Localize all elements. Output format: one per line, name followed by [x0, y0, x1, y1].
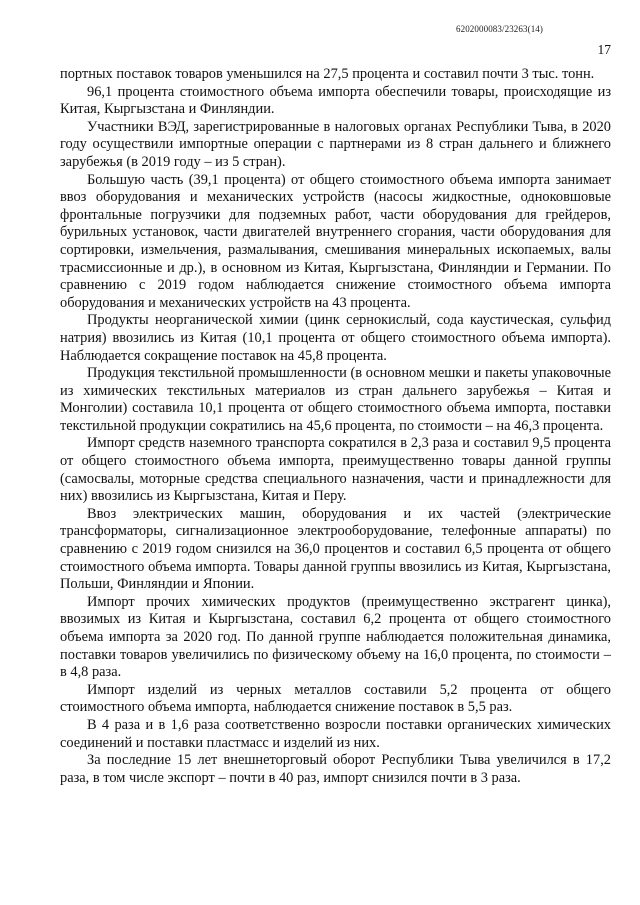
paragraph-other-chemicals: Импорт прочих химических продуктов (преимущественно экстрагент цинка), ввозимых из Китая и Кыргызстана, составил 6,2 процента от общего стоимостного объема импорта за 2020 год. По данной группе наблюдается положительная динамика, поставки товаров увеличились по физическому объему на 16,0 процента, по стоимости – в 4,8 раза. [60, 593, 611, 681]
paragraph-equipment-import: Большую часть (39,1 процента) от общего стоимостного объема импорта занимает ввоз оборудования и механических устройств (насосы жидкостные, одноковшовые фронтальные погрузчики для подземных работ, части оборудования для грейдеров, бурильных установок, части двигателей внутреннего сгорания, части оборудования для сортировки, измельчения, размалывания, смешивания минеральных ископаемых, валы трасмиссионные и др.), в основном из Китая, Кыргызстана, Финляндии и Германии. По сравнению с 2019 годом наблюдается снижение стоимостного объема импорта оборудования и механических устройств на 43 процента. [60, 171, 611, 311]
page-number: 17 [597, 42, 611, 57]
paragraph-textile-products: Продукция текстильной промышленности (в основном мешки и пакеты упаковочные из химических текстильных материалов из стран дальнего зарубежья – Китая и Монголии) составила 10,1 процента от общего стоимостного объема импорта, поставки текстильной продукции сократились на 45,6 процента, по стоимости – на 46,3 процента. [60, 365, 611, 434]
document-code: 6202000083/23263(14) [456, 24, 543, 34]
document-body [60, 66, 611, 787]
paragraph-trade-turnover-15-years: За последние 15 лет внешнеторговый оборот Республики Тыва увеличился в 17,2 раза, в том числе экспорт – почти в 40 раз, импорт снизился почти в 3 раза. [60, 752, 611, 786]
paragraph-ved-participants: Участники ВЭД, зарегистрированные в налоговых органах Республики Тыва, в 2020 году осуществили импортные операции с партнерами из 8 стран дальнего и ближнего зарубежья (в 2019 году – из 5 стран). [60, 118, 611, 170]
paragraph-continuation: портных поставок товаров уменьшился на 27,5 процента и составил почти 3 тыс. тонн. [60, 66, 595, 82]
paragraph-inorganic-chemistry: Продукты неорганической химии (цинк сернокислый, сода каустическая, сульфид натрия) ввозились из Китая (10,1 процента от общего стоимостного объема импорта). Наблюдается сокращение поставок на 45,8 процента. [60, 312, 611, 364]
paragraph-land-transport: Импорт средств наземного транспорта сократился в 2,3 раза и составил 9,5 процента от общего стоимостного объема импорта, преимущественно товары данной группы (самосвалы, моторные средства специального назначения, части и принадлежности для них) ввозились из Кыргызстана, Китая и Перу. [60, 435, 611, 505]
paragraph-ferrous-metals: Импорт изделий из черных металлов составили 5,2 процента от общего стоимостного объема импорта, наблюдается снижение поставок в 5,5 раз. [60, 681, 611, 716]
paragraph-organic-plastics: В 4 раза и в 1,6 раза соответственно возросли поставки органических химических соединений и поставки пластмасс и изделий из них. [60, 716, 611, 751]
paragraph-electrical-machines: Ввоз электрических машин, оборудования и их частей (электрические трансформаторы, сигнализационное электрооборудование, телефонные аппараты) по сравнению с 2019 годом снизился на 36,0 процентов и составил 6,5 процента от общего стоимостного объема импорта. Товары данной группы ввозились из Китая, Кыргызстана, Польши, Финляндии и Японии. [60, 505, 611, 593]
paragraph-import-share-countries: 96,1 процента стоимостного объема импорта обеспечили товары, происходящие из Китая, Кыргызстана и Финляндии. [60, 83, 611, 118]
